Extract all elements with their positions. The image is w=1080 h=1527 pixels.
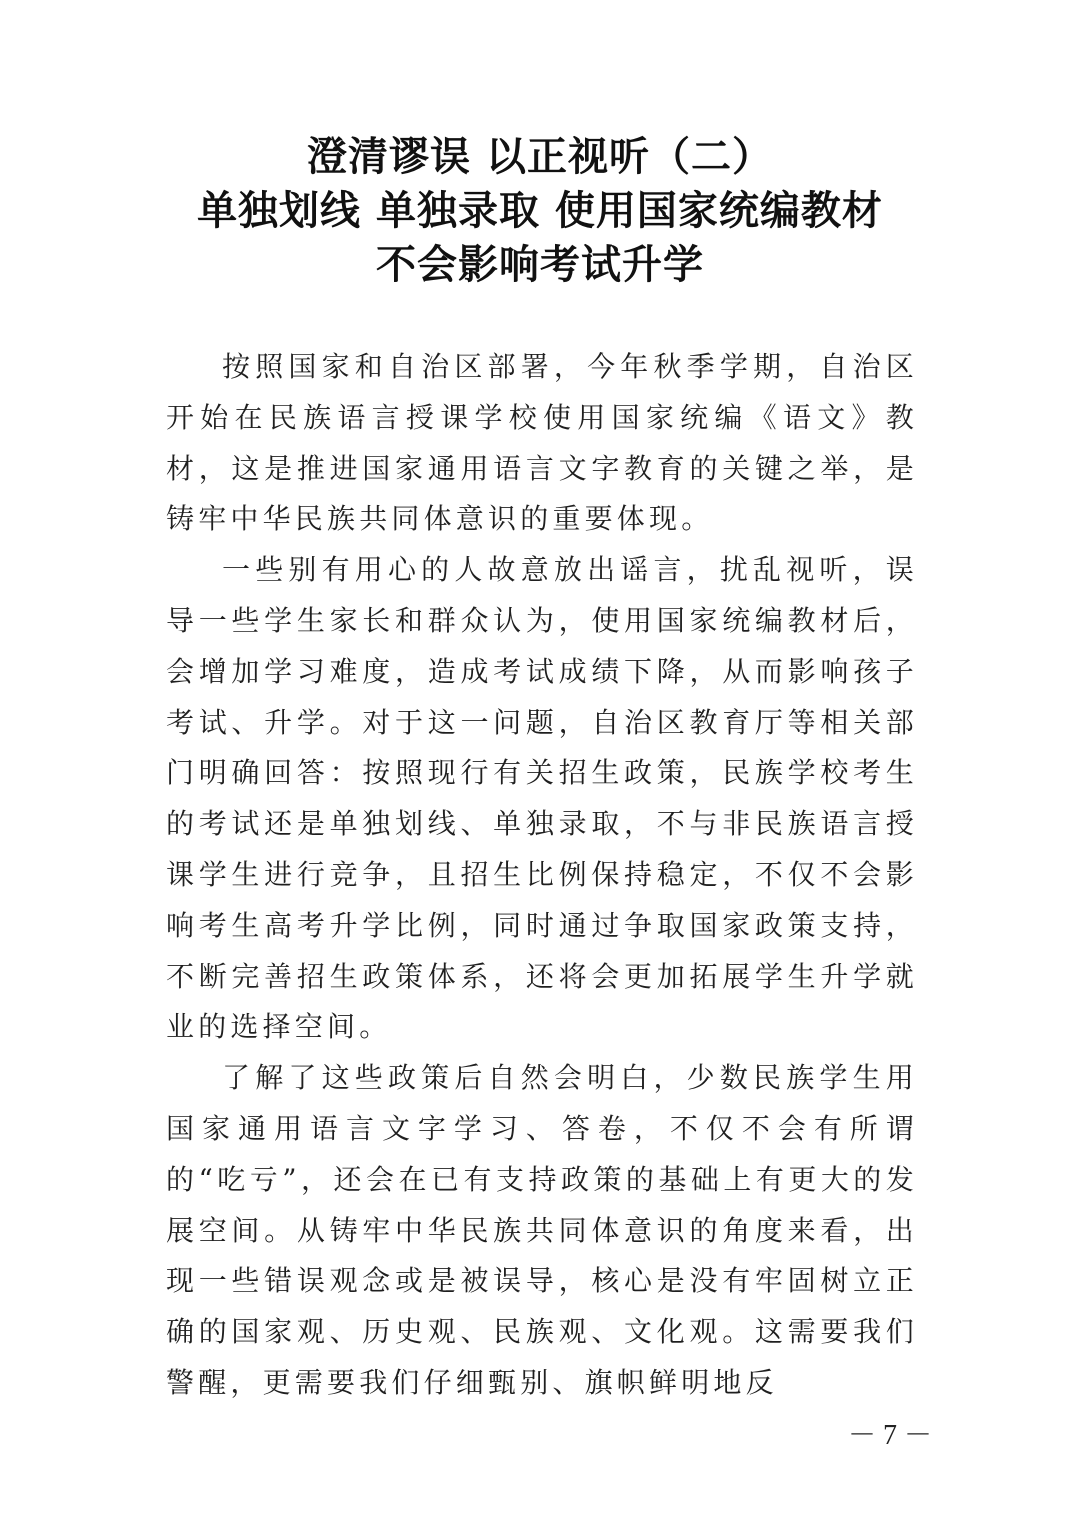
page-number: － 7 － <box>848 1420 933 1451</box>
document-body <box>166 342 918 1409</box>
paragraph-1: 按照国家和自治区部署，今年秋季学期，自治区开始在民族语言授课学校使用国家统编《语文》教材，这是推进国家通用语言文字教育的关键之举，是铸牢中华民族共同体意识的重要体现。 <box>166 350 918 536</box>
document-title <box>0 130 1080 292</box>
title-line-3: 不会影响考试升学 <box>376 241 704 288</box>
title-line-2: 单独划线 单独录取 使用国家统编教材 <box>197 187 883 234</box>
paragraph-2: 一些别有用心的人故意放出谣言，扰乱视听，误导一些学生家长和群众认为，使用国家统编教材后，会增加学习难度，造成考试成绩下降，从而影响孩子考试、升学。对于这一问题，自治区教育厅等相关部门明确回答：按照现行有关招生政策，民族学校考生的考试还是单独划线、单独录取，不与非民族语言授课学生进行竞争，且招生比例保持稳定，不仅不会影响考生高考升学比例，同时通过争取国家政策支持，不断完善招生政策体系，还将会更加拓展学生升学就业的选择空间。 <box>166 553 918 1044</box>
title-line-1: 澄清谬误 以正视听（二） <box>307 133 773 180</box>
paragraph-3: 了解了这些政策后自然会明白，少数民族学生用国家通用语言文字学习、答卷，不仅不会有所谓的“吃亏”，还会在已有支持政策的基础上有更大的发展空间。从铸牢中华民族共同体意识的角度来看，出现一些错误观念或是被误导，核心是没有牢固树立正确的国家观、历史观、民族观、文化观。这需要我们警醒，更需要我们仔细甄别、旗帜鲜明地反 <box>166 1061 918 1399</box>
